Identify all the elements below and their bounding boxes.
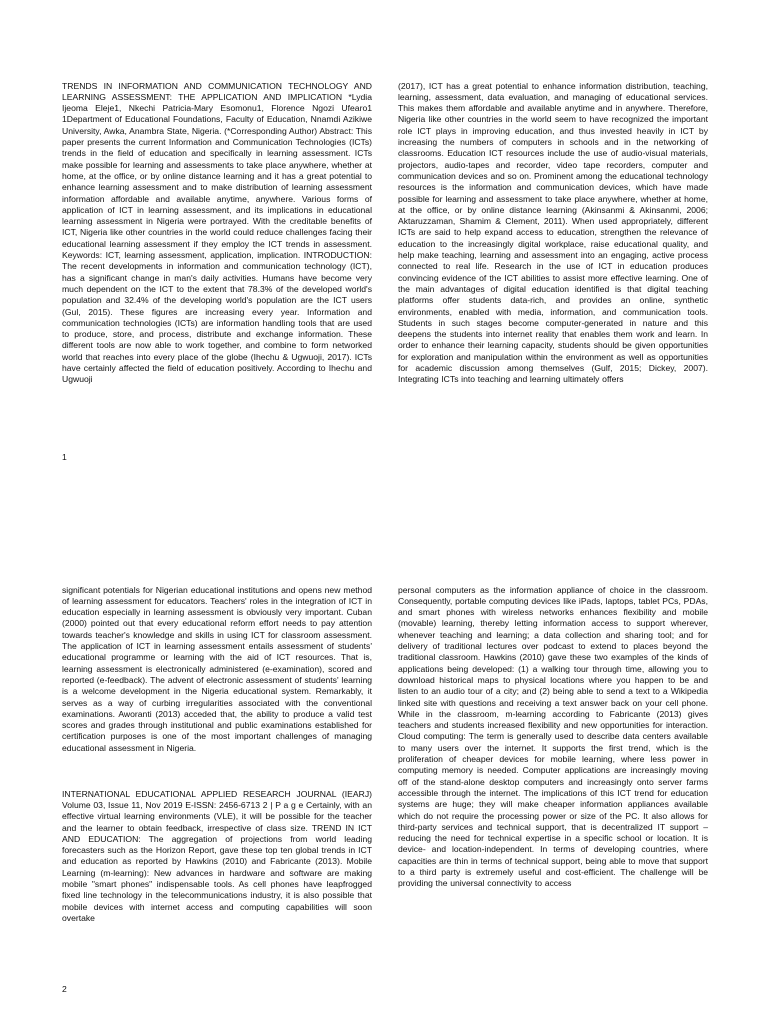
page-1-left-column [62, 58, 375, 448]
page-2-left-paragraph-1: significant potentials for Nigerian educational institutions and opens new method of learning assessment for educators. Teachers' roles in the integration of ICT in education especially in learning assessment is obviously very important. Cuban (2000) pointed out that every educational reform effort needs to pay attention towards teacher's knowledge and skills in using ICT for classroom assessment. The application of ICT in learning assessment entails assessment of students' educational programme or learning with the aid of ICT resources. That is, learning assessment is electronically administered (e-examination), scored and reported (e-feedback). The advent of electronic assessment of students' learning is a welcome development in the Nigeria educational system. Remarkably, it serves as a way of curbing irregularities associated with the conventional examinations. Aworanti (2013) acceded that, the ability to produce a valid test scores and grades through institutional and public examinations established for certification purposes is one of the most important challenges of managing educational assessment in Nigeria. [62, 584, 375, 753]
page-number: 1 [62, 452, 67, 462]
page-2-right-text: personal computers as the information appliance of choice in the classroom. Consequently, portable computing devices like iPads, laptops, tablet PCs, PDAs, and smart phones with wireless networks enhances flexibility and mobile (movable) learning, thereby letting information access to support wherever, whenever teaching and learning; a data collection and sharing tool; and for delivery of traditional lectures over podcast to extend to places beyond the traditional classroom. Hawkins (2010) gave these two examples of the kinds of applications being developed: (1) a walking tour through time, allowing you to download historical maps to physical locations where you happen to be and listen to an audio tour of a city; and (2) being able to send a text to a Wikipedia linked site with questions and receiving a text answer back on your cell phone. While in the classroom, m-learning according to Fabricante (2013) gives teachers and students increased flexibility and new opportunities for interaction. Cloud computing: The term is generally used to describe data centers available to many users over the internet. It supports the first trend, which is the proliferation of cheaper devices for mobile learning, where less power in computing memory is needed. Computer applications are increasingly moving off of the stand-alone desktop computers and increasingly onto server farms accessible through the internet. The implications of this ICT trend for education systems are huge; they will make cheaper information appliances available which do not require the processing power or size of the PC. It also allows for third-party services and technical support, that is decentralized IT support – reducing the need for technical expertise in a specific school or location. It is device- and location-independent. In terms of developing countries, where capacities are thin in terms of technical support, being able to move that support to a third party is extremely useful and cost-efficient. The challenge will be providing the universal connectivity to access [398, 584, 711, 889]
page-1-left-text: TRENDS IN INFORMATION AND COMMUNICATION TECHNOLOGY AND LEARNING ASSESSMENT: THE APPLICATION AND IMPLICATION *Lydia Ijeoma Eleje1, Nkechi Patricia-Mary Esomonu1, Florence Ngozi Ufearo1 1Department of Educational Foundations, Faculty of Education, Nnamdi Azikiwe University, Awka, Anambra State, Nigeria. (*Corresponding Author) Abstract: This paper presents the current Information and Communication Technologies (ICTs) trends in the field of education and specifically in learning assessment. ICTs make possible for learning and assessments to take place anywhere, whether at home, at the office, or by online distance learning and it has a great potential to enhance learning assessment and to make distribution of learning assessment information affordable and available anytime, anywhere. Various forms of application of ICT in learning assessment, and its implications in educational learning assessment in Nigeria were portrayed. With the creditable benefits of ICT, Nigeria like other countries in the world could reduce challenges facing their educational learning assessment if they employ the ICT trends in assessment. Keywords: ICT, learning assessment, application, implication. INTRODUCTION: The recent developments in information and communication technology (ICT), has a significant change in man's daily activities. Humans have become very much dependent on the ICT to the extent that 78.3% of the developed world's population and 32.4% of the developing world's population are the ICT users (Gul, 2015). These figures are increasing every year. Information and communication technologies (ICTs) are information handling tools that are used to produce, store, and process, distribute and exchange information. These different tools are now able to work together, and combine to form networked world that reaches into every place of the globe (Ihechu & Ugwuoji, 2017). ICTs have certainly affected the field of education positively. According to Ihechu and Ugwuoji [62, 80, 375, 385]
page-2 [0, 512, 768, 1024]
page-2-left-column [62, 562, 375, 962]
page-number: 2 [62, 984, 67, 994]
page-2-right-column [398, 562, 711, 962]
page-2-left-paragraph-2: INTERNATIONAL EDUCATIONAL APPLIED RESEARCH JOURNAL (IEARJ) Volume 03, Issue 11, Nov 2019 E-ISSN: 2456-6713 2 | P a g e Certainly, with an effective virtual learning environments (VLE), it will be possible for the teacher and the learner to obtain feedback, irrespective of class size. TREND IN ICT AND EDUCATION: The aggregation of projections from world leading forecasters such as the Horizon Report, gave these top ten global trends in ICT and education as reported by Hawkins (2010) and Fabricante (2013). Mobile Learning (m-learning): New advances in hardware and software are making mobile "smart phones" indispensable tools. As cell phones have leapfrogged fixed line technology in the telecommunications industry, it is also possible that mobile devices with internet access and computing capabilities will soon overtake [62, 788, 375, 923]
page-1-right-text: (2017), ICT has a great potential to enhance information distribution, teaching, learning, assessment, data evaluation, and managing of educational services. This makes them affordable and available anytime and in anywhere. Therefore, Nigeria like other countries in the world seem to have recognized the important role ICT plays in improving education, and thus invested heavily in ICT by increasing the numbers of computers in schools and in the networking of classrooms. Education ICT resources include the use of audio-visual materials, projectors, audio-tapes and recorder, video tape recorders, computer and communication devices and so on. Prominent among the educational technology resources is the information and communication devices, which have made possible for learning and assessment to take place anywhere, whether at home, at the office, or by online distance learning (Akinsanmi & Akinsanmi, 2006; Aktaruzzaman, Shamim & Clement, 2011). When used appropriately, different ICTs are said to help expand access to education, strengthen the relevance of education to the increasingly digital workplace, raise educational quality, and help make teaching, learning and assessment into an engaging, active process connected to real life. Research in the use of ICT in education produces convincing evidence of the ICT abilities to assist more effective learning. One of the main advantages of digital education identified is that digital teaching platforms offer students data-rich, and provides an online, synthetic environments, enabled with media, information, and communication tools. Students in such stages become computer-generated in nature and this deepens the students into internet reality that enables them work and learn. In order to enhance their learning capacity, students should be given opportunities for exploration and manipulation within the environment as well as opportunities for academic discussion among themselves (Gulf, 2015; Dickey, 2007). Integrating ICTs into teaching and learning ultimately offers [398, 80, 711, 385]
page-1-right-column [398, 58, 711, 448]
